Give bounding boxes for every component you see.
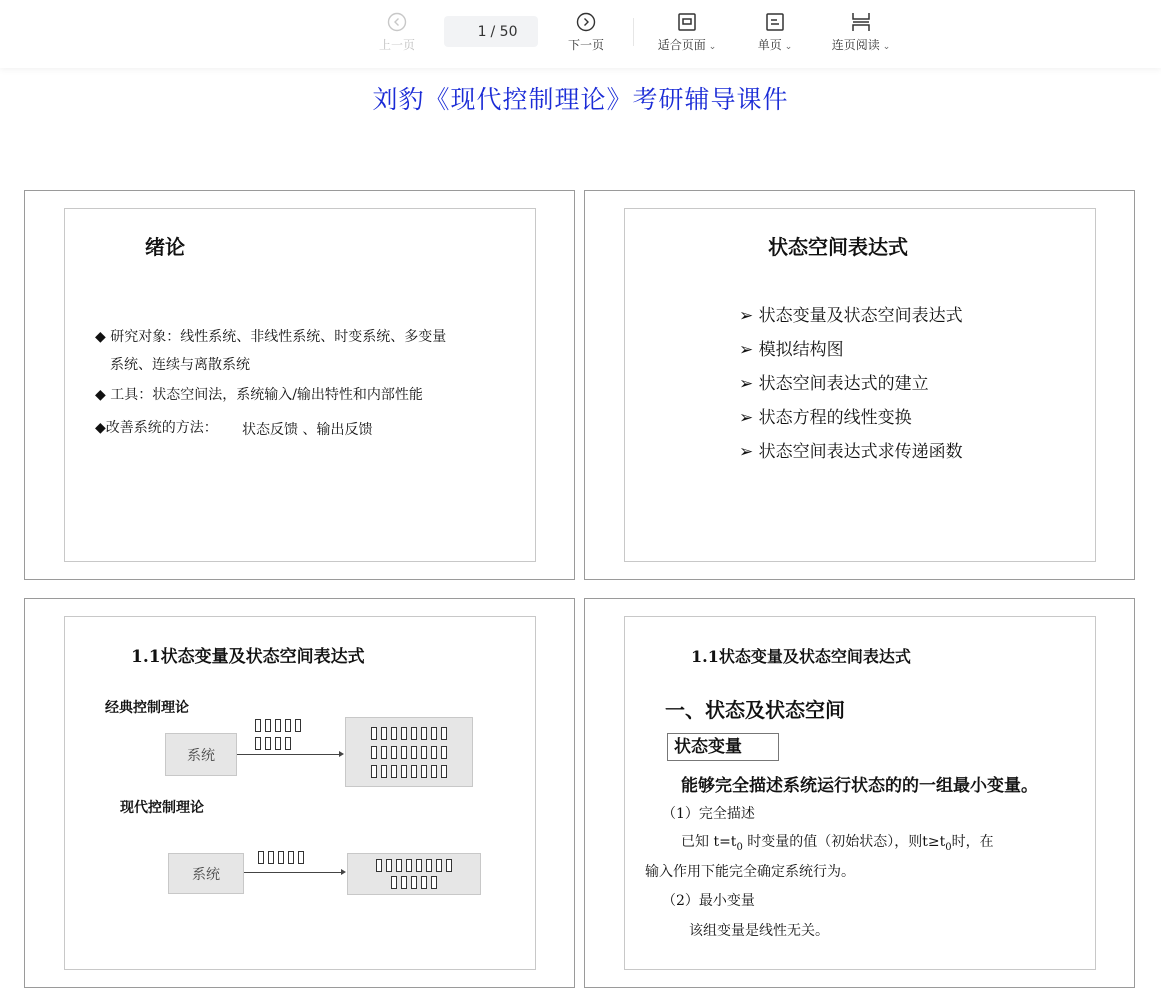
point-text: 输入作用下能完全确定系统行为。 — [645, 864, 855, 880]
list-item: ➢ 状态空间表达式求传递函数 — [739, 442, 963, 462]
glyph-box — [255, 719, 261, 732]
system-block — [165, 733, 237, 776]
point-text: 已知 $t=t_0$ 时变量的值（初始状态），则$t\ge t_0$时，在 — [681, 834, 994, 853]
slide-content — [624, 208, 1096, 562]
slide-heading: 绪论 — [145, 235, 185, 259]
point-heading: （2）最小变量 — [662, 893, 755, 909]
next-page-button[interactable] — [563, 11, 609, 53]
glyph-box — [275, 719, 281, 732]
continuous-reading-label: 连页阅读 — [831, 38, 880, 52]
signal-squares — [255, 737, 291, 750]
slide-page-3 — [24, 598, 575, 988]
glyph-box — [295, 719, 301, 732]
glyph-box — [285, 719, 291, 732]
point-heading: （1）完全描述 — [662, 806, 755, 822]
chevron-down-icon: ⌄ — [708, 42, 717, 52]
continuous-page-icon — [850, 11, 872, 33]
fit-page-label: 适合页面 — [657, 38, 706, 52]
chevron-down-icon: ⌄ — [784, 42, 793, 52]
point-text: 该组变量是线性无关。 — [689, 923, 829, 939]
next-page-label: 下一页 — [567, 38, 604, 52]
single-page-dropdown[interactable] — [750, 11, 800, 53]
list-item: ➢ 状态变量及状态空间表达式 — [739, 306, 963, 326]
output-block — [345, 717, 473, 787]
prev-page-button[interactable] — [374, 11, 420, 53]
continuous-reading-dropdown[interactable] — [822, 11, 900, 53]
document-title: 刘豹《现代控制理论》考研辅导课件 — [372, 85, 789, 114]
slide-content — [624, 616, 1096, 970]
page-indicator — [444, 16, 538, 47]
signal-squares — [258, 851, 304, 864]
slide-page-4 — [584, 598, 1135, 988]
single-page-label: 单页 — [757, 38, 782, 52]
bullet-item: 状态反馈 、输出反馈 — [242, 422, 373, 438]
list-item: ➢ 状态空间表达式的建立 — [739, 374, 929, 394]
topic-list — [739, 301, 963, 471]
page-total: / 50 — [490, 23, 518, 40]
chevron-right-circle-icon — [576, 11, 596, 33]
slide-heading: 1.1状态变量及状态空间表达式 — [131, 647, 365, 667]
glyph-box — [265, 737, 271, 750]
signal-squares — [255, 719, 301, 732]
arrow-connector — [244, 872, 344, 873]
chevron-down-icon: ⌄ — [882, 42, 891, 52]
slide-page-1 — [24, 190, 575, 580]
slide-heading: 状态空间表达式 — [768, 235, 908, 259]
slide-heading: 1.1状态变量及状态空间表达式 — [691, 647, 911, 666]
fit-page-icon — [677, 11, 697, 33]
fit-page-dropdown[interactable] — [649, 11, 725, 53]
chevron-left-circle-icon — [387, 11, 407, 33]
system-label: 系统 — [187, 747, 215, 764]
prev-page-label: 上一页 — [378, 38, 415, 52]
slide-page-2 — [584, 190, 1135, 580]
boxed-term: 状态变量 — [667, 733, 779, 761]
system-label: 系统 — [192, 866, 220, 883]
definition-text: 能够完全描述系统运行状态的的一组最小变量。 — [681, 776, 1038, 796]
glyph-box — [285, 737, 291, 750]
viewer-toolbar — [0, 0, 1161, 68]
arrow-connector — [237, 754, 342, 755]
bullet-item: 系统、连续与离散系统 — [110, 357, 250, 373]
list-item: ➢ 模拟结构图 — [739, 340, 844, 360]
bullet-item: ◆ 研究对象：线性系统、非线性系统、时变系统、多变量 — [95, 329, 447, 345]
single-page-icon — [765, 11, 785, 33]
page-number-input[interactable] — [465, 24, 487, 40]
glyph-box — [275, 737, 281, 750]
bullet-item: ◆改善系统的方法： — [95, 420, 218, 436]
glyph-box — [265, 719, 271, 732]
output-block — [347, 853, 481, 895]
classic-theory-label: 经典控制理论 — [105, 700, 189, 716]
slide-content — [64, 616, 536, 970]
slide-content — [64, 208, 536, 562]
system-block — [168, 853, 244, 894]
bullet-item: ◆ 工具：状态空间法，系统输入/输出特性和内部性能 — [95, 387, 423, 403]
list-item: ➢ 状态方程的线性变换 — [739, 408, 912, 428]
toolbar-divider — [633, 18, 634, 46]
slide-subheading: 一、状态及状态空间 — [665, 698, 845, 722]
modern-theory-label: 现代控制理论 — [120, 800, 204, 816]
glyph-box — [255, 737, 261, 750]
